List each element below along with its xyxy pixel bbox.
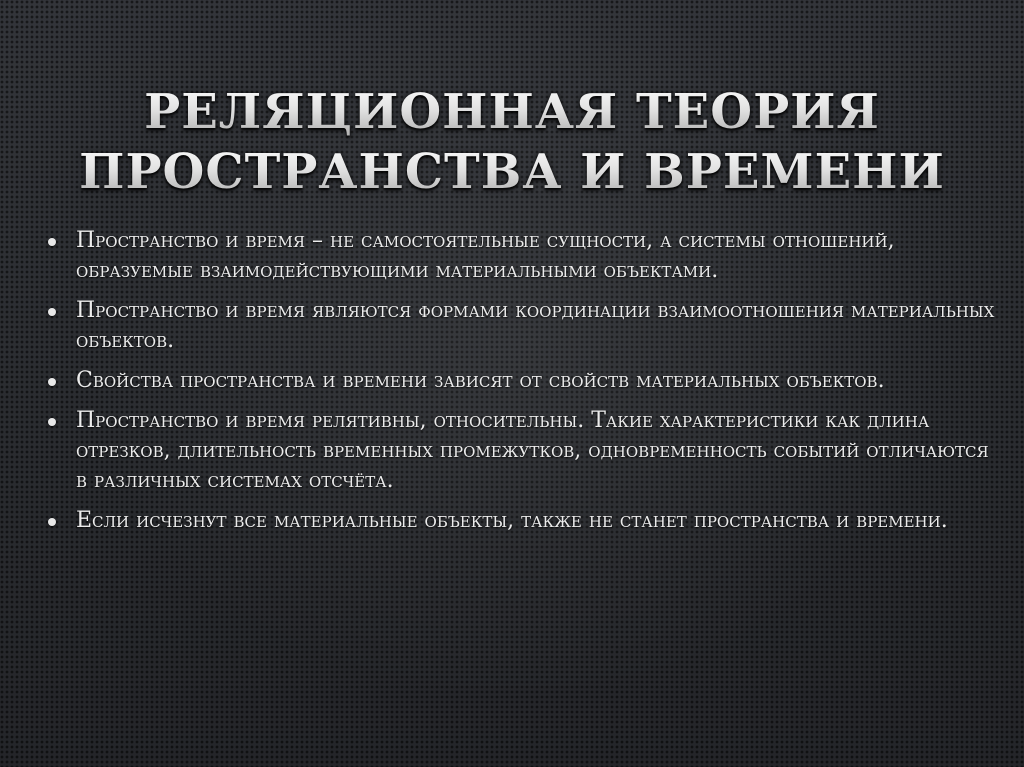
bullet-dot-icon [48,238,56,246]
bullet-item [46,406,1006,496]
bullet-list [46,226,1006,546]
slide-title [0,82,1024,202]
bullet-dot-icon [48,518,56,526]
bullet-dot-icon [48,418,56,426]
bullet-text: Пространство и время – не самостоятельные сущности, а системы отношений, образуемые взаимодействующими материальными объектами. [76,228,895,283]
bullet-text: Свойства пространства и времени зависят от свойств материальных объектов. [76,368,885,393]
bullet-text: Если исчезнут все материальные объекты, также не станет пространства и времени. [76,508,948,533]
slide-title-line-2: ПРОСТРАНСТВА И ВРЕМЕНИ [0,142,1024,202]
bullet-item [46,506,1006,536]
bullet-dot-icon [48,308,56,316]
slide-title-line-1: РЕЛЯЦИОННАЯ ТЕОРИЯ [0,82,1024,142]
bullet-dot-icon [48,378,56,386]
bullet-text: Пространство и время являются формами координации взаимоотношения материальных объектов. [76,298,995,353]
bullet-item [46,366,1006,396]
bullet-item [46,226,1006,286]
bullet-text: Пространство и время релятивны, относительны. Такие характеристики как длина отрезков, длительность временных промежутков, одновременность событий отличаются в различных системах отсчёта. [76,408,989,493]
bullet-item [46,296,1006,356]
